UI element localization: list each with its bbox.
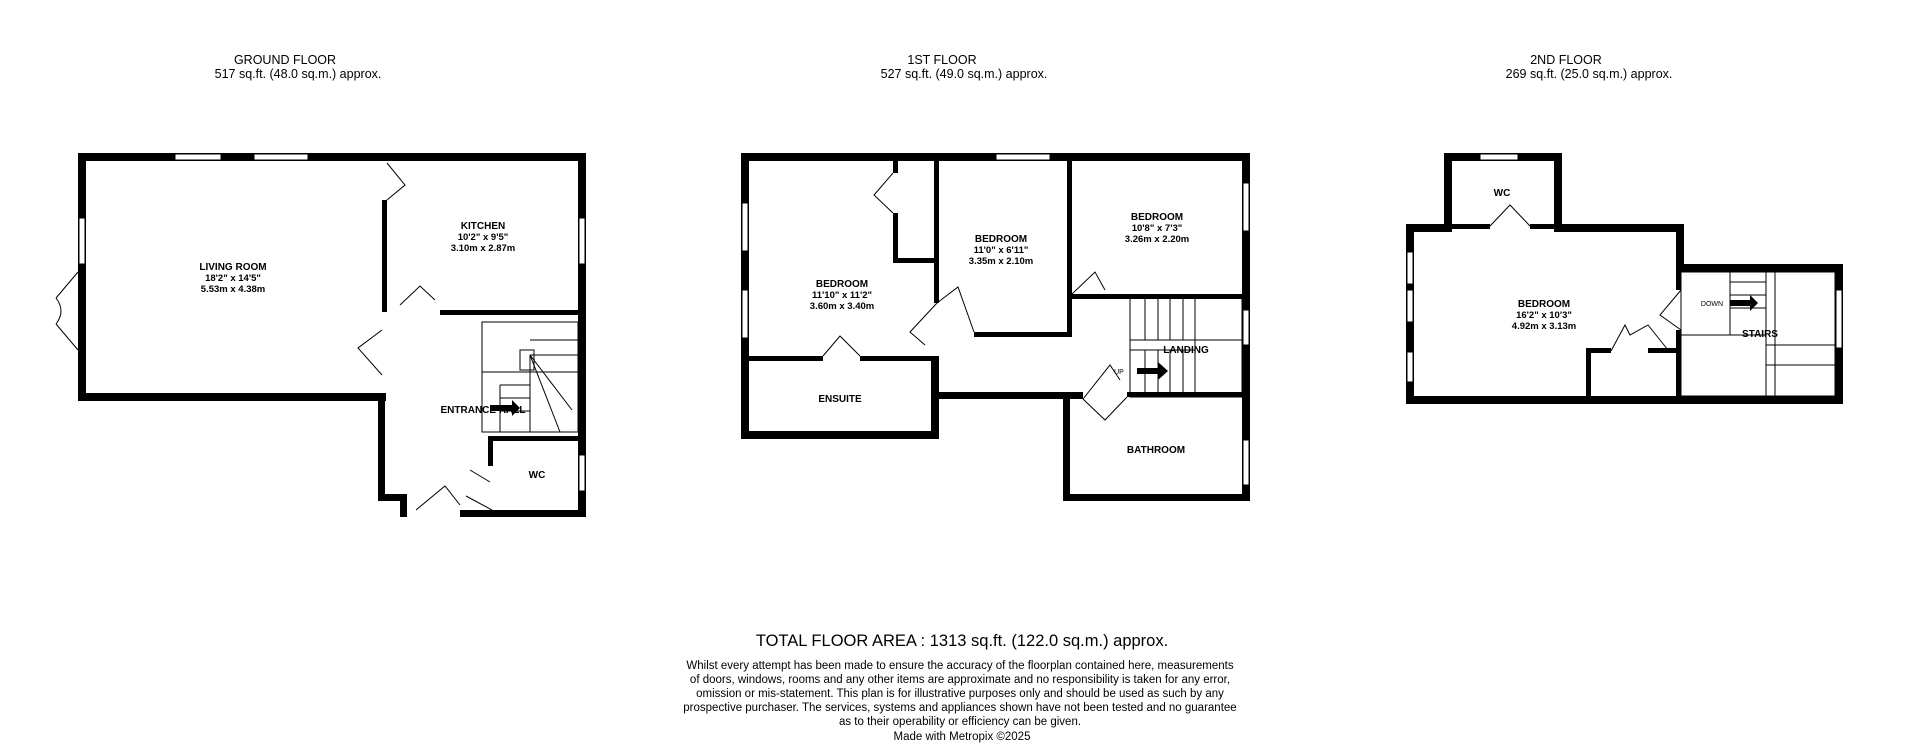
bedroom2-imperial: 11'0" x 6'11" [973,245,1029,256]
bedroom1-imperial: 11'10" x 11'2" [811,290,873,301]
metropix-credit: Made with Metropix ©2025 [893,731,1031,743]
disclaimer-line-4: prospective purchaser. The services, systems and appliances shown have not been tested and no guarantee [683,702,1237,714]
bedroom1-metric: 3.60m x 3.40m [809,301,875,312]
entrance-hall-name: ENTRANCE HALL [440,405,526,416]
disclaimer-line-2: of doors, windows, rooms and any other items are approximate and no responsibility is taken for any error, [689,674,1231,686]
bedroom2-name: BEDROOM [974,234,1028,245]
second-stairs-name: STAIRS [1742,329,1778,340]
second-bedroom-name: BEDROOM [1517,299,1571,310]
landing-name: LANDING [1163,345,1209,356]
bedroom3-imperial: 10'8" x 7'3" [1131,223,1183,234]
landing-up-label: UP [1114,369,1124,376]
ensuite-name: ENSUITE [818,394,862,405]
second-walls [1406,153,1843,404]
disclaimer-line-3: omission or mis-statement. This plan is for illustrative purposes only and should be used as such by any [696,688,1224,700]
bedroom1-name: BEDROOM [815,279,869,290]
kitchen-name: KITCHEN [460,221,506,232]
second-stairs-down-label: DOWN [1700,301,1724,308]
second-bedroom-metric: 4.92m x 3.13m [1511,321,1577,332]
second-floor-area: 269 sq.ft. (25.0 sq.m.) approx. [1505,67,1673,81]
second-floor-title: 2ND FLOOR [1530,53,1602,67]
disclaimer-line-1: Whilst every attempt has been made to ensure the accuracy of the floorplan contained here, measurements [686,660,1234,672]
first-floor-plan [741,53,1250,501]
living-room-name: LIVING ROOM [199,262,267,273]
first-floor-area: 527 sq.ft. (49.0 sq.m.) approx. [880,67,1048,81]
ground-walls [78,153,586,517]
bathroom-name: BATHROOM [1126,445,1186,456]
disclaimer-line-5: as to their operability or efficiency can be given. [838,716,1082,728]
living-room [199,262,266,295]
second-floor-plan [1406,53,1843,404]
ground-floor-plan [56,53,586,517]
total-floor-area: TOTAL FLOOR AREA : 1313 sq.ft. (122.0 sq.m.) approx. [755,632,1169,650]
footer [683,632,1236,743]
second-wc-name: WC [1493,188,1511,199]
kitchen-metric: 3.10m x 2.87m [450,243,516,254]
ground-doors [56,163,492,510]
kitchen [451,221,515,254]
ground-wc-name: WC [528,470,546,481]
ground-floor-title: GROUND FLOOR [233,53,337,67]
kitchen-imperial: 10'2" x 9'5" [457,232,509,243]
bedroom3-metric: 3.26m x 2.20m [1124,234,1190,245]
first-bedroom-1 [810,279,874,312]
first-floor-title: 1ST FLOOR [907,53,977,67]
first-bedroom-3 [1125,212,1189,245]
second-bedroom-imperial: 16'2" x 10'3" [1516,310,1572,321]
living-room-imperial: 18'2" x 14'5" [205,273,261,284]
living-room-metric: 5.53m x 4.38m [200,284,266,295]
ground-floor-area: 517 sq.ft. (48.0 sq.m.) approx. [214,67,382,81]
second-bedroom [1512,299,1576,332]
bedroom2-metric: 3.35m x 2.10m [968,256,1034,267]
bedroom3-name: BEDROOM [1130,212,1184,223]
first-bedroom-2 [969,234,1033,267]
